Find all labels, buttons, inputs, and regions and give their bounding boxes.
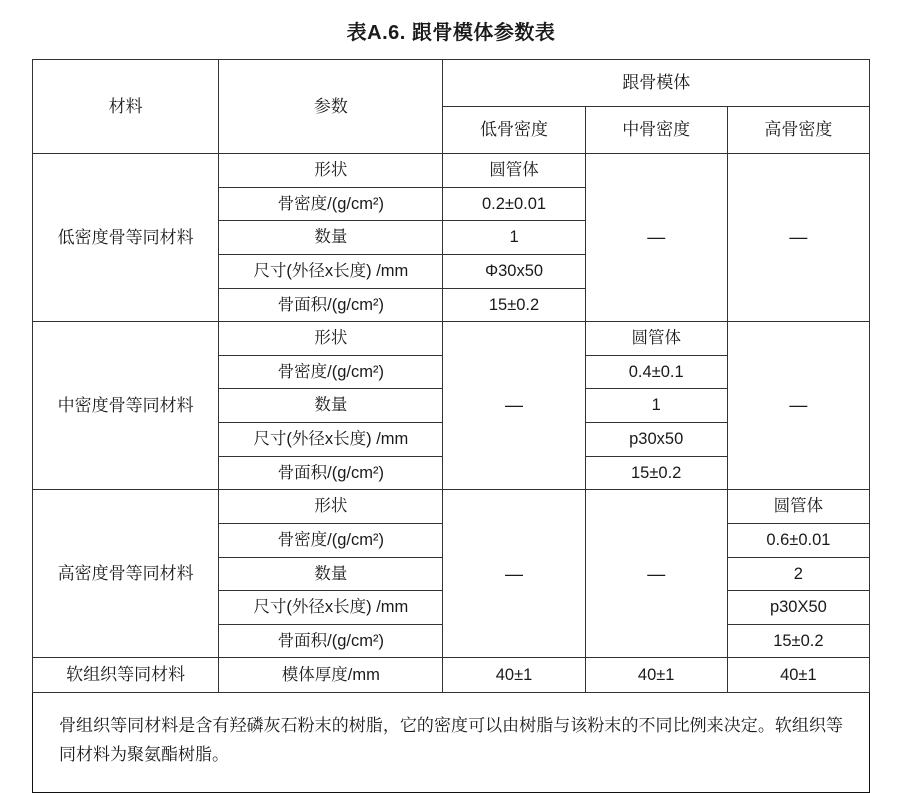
- param-label: 骨面积/(g/cm²): [219, 624, 443, 658]
- param-label: 形状: [219, 154, 443, 188]
- value-low: 40±1: [443, 658, 585, 692]
- value-mid: 圆管体: [585, 322, 727, 356]
- group-label-low: 低密度骨等同材料: [33, 154, 219, 322]
- param-label: 骨面积/(g/cm²): [219, 288, 443, 322]
- value-low: 1: [443, 221, 585, 255]
- value-mid: 1: [585, 389, 727, 423]
- value-high: p30X50: [727, 591, 869, 625]
- header-mid-density: 中骨密度: [585, 107, 727, 154]
- param-label: 形状: [219, 490, 443, 524]
- value-low: 15±0.2: [443, 288, 585, 322]
- value-high: 15±0.2: [727, 624, 869, 658]
- value-mid: 40±1: [585, 658, 727, 692]
- table-container: [32, 59, 870, 693]
- param-label: 骨面积/(g/cm²): [219, 456, 443, 490]
- table-row: [33, 490, 870, 524]
- param-label: 数量: [219, 221, 443, 255]
- table-header-row-1: [33, 60, 870, 107]
- param-label: 骨密度/(g/cm²): [219, 355, 443, 389]
- param-label: 模体厚度/mm: [219, 658, 443, 692]
- value-low: 0.2±0.01: [443, 187, 585, 221]
- value-mid: p30x50: [585, 423, 727, 457]
- group-label-mid: 中密度骨等同材料: [33, 322, 219, 490]
- value-low: —: [443, 322, 585, 490]
- param-label: 数量: [219, 389, 443, 423]
- value-high: 40±1: [727, 658, 869, 692]
- value-mid: —: [585, 154, 727, 322]
- header-phantom: 跟骨模体: [443, 60, 870, 107]
- table-row: [33, 322, 870, 356]
- value-low: Φ30x50: [443, 254, 585, 288]
- value-high: 0.6±0.01: [727, 523, 869, 557]
- param-label: 尺寸(外径x长度) /mm: [219, 254, 443, 288]
- table-row: [33, 658, 870, 692]
- param-label: 数量: [219, 557, 443, 591]
- header-high-density: 高骨密度: [727, 107, 869, 154]
- page-title: 表A.6. 跟骨模体参数表: [346, 22, 556, 44]
- value-high: —: [727, 154, 869, 322]
- param-label: 形状: [219, 322, 443, 356]
- value-mid: 0.4±0.1: [585, 355, 727, 389]
- param-label: 骨密度/(g/cm²): [219, 187, 443, 221]
- param-label: 尺寸(外径x长度) /mm: [219, 423, 443, 457]
- value-high: —: [727, 322, 869, 490]
- value-mid: 15±0.2: [585, 456, 727, 490]
- table-note: 骨组织等同材料是含有羟磷灰石粉末的树脂，它的密度可以由树脂与该粉末的不同比例来决定。软组织等同材料为聚氨酯树脂。: [32, 693, 870, 793]
- table-body: [33, 154, 870, 693]
- header-low-density: 低骨密度: [443, 107, 585, 154]
- table-row: [33, 154, 870, 188]
- value-low: —: [443, 490, 585, 658]
- param-label: 尺寸(外径x长度) /mm: [219, 591, 443, 625]
- value-mid: —: [585, 490, 727, 658]
- group-label-high: 高密度骨等同材料: [33, 490, 219, 658]
- header-material: 材料: [33, 60, 219, 154]
- value-high: 2: [727, 557, 869, 591]
- header-parameter: 参数: [219, 60, 443, 154]
- table-header: [33, 60, 870, 154]
- value-low: 圆管体: [443, 154, 585, 188]
- value-high: 圆管体: [727, 490, 869, 524]
- phantom-parameter-table: [32, 59, 870, 693]
- group-label-soft-tissue: 软组织等同材料: [33, 658, 219, 692]
- param-label: 骨密度/(g/cm²): [219, 523, 443, 557]
